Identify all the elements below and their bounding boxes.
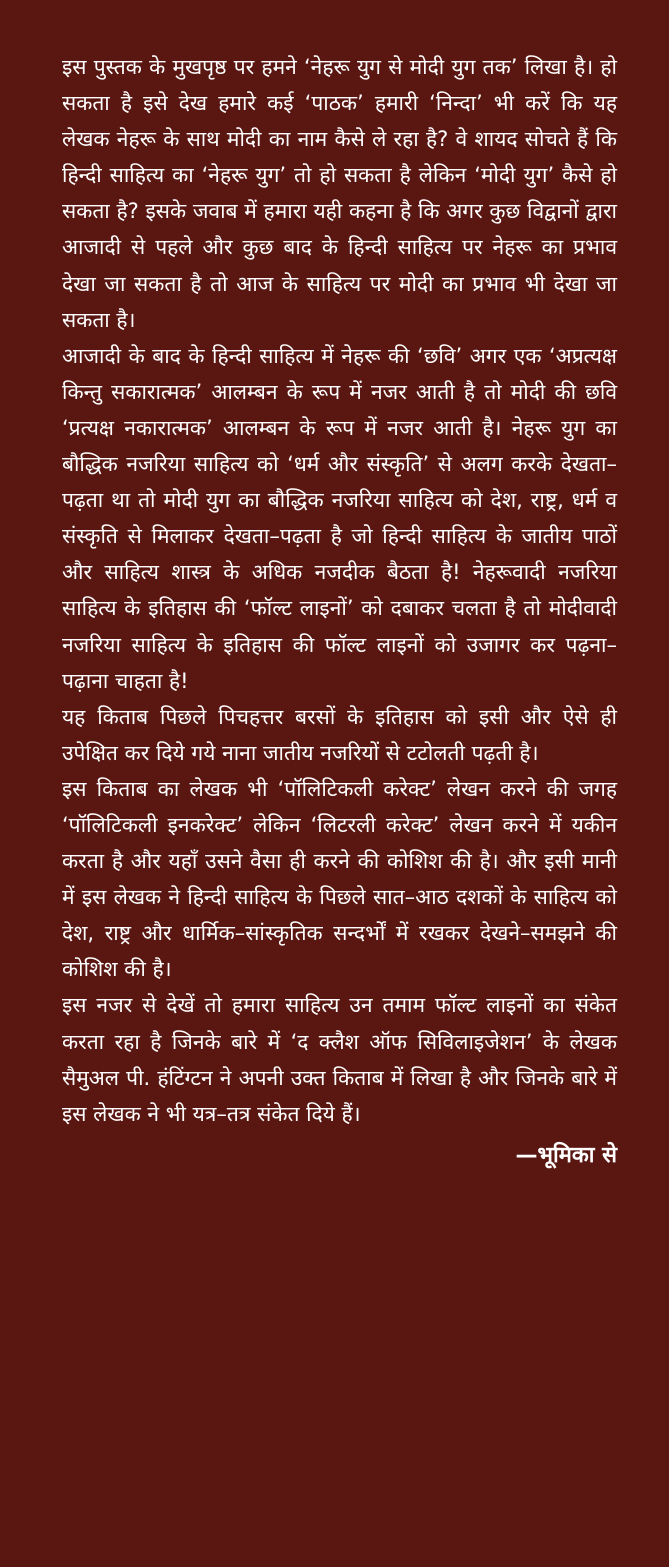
paragraph-3: यह किताब पिछले पिचहत्तर बरसों के इतिहास को इसी और ऐसे ही उपेक्षित कर दिये गये नाना जातीय नजरियों से टटोलती पढ़ती है। [62, 704, 617, 765]
paragraph-2: आजादी के बाद के हिन्दी साहित्य में नेहरू की ‘छवि’ अगर एक ‘अप्रत्यक्ष किन्तु सकारात्मक’ आलम्बन के रूप में नजर आती है तो मोदी की छवि ‘प्रत्यक्ष नकारात्मक’ आलम्बन के रूप में नजर आती है। नेहरू युग का बौद्धिक नजरिया साहित्य को ‘धर्म और संस्कृति’ से अलग करके देखता–पढ़ता था तो मोदी युग का बौद्धिक नजरिया साहित्य को देश, राष्ट्र, धर्म व संस्कृति से मिलाकर देखता–पढ़ता है जो हिन्दी साहित्य के जातीय पाठों और साहित्य शास्त्र के अधिक नजदीक बैठता है! नेहरूवादी नजरिया साहित्य के इतिहास की ‘फॉल्ट लाइनों’ को दबाकर चलता है तो मोदीवादी नजरिया साहित्य के इतिहास की फॉल्ट लाइनों को उजागर कर पढ़ना–पढ़ाना चाहता है! [62, 343, 617, 693]
attribution: —भूमिका से [515, 1142, 617, 1168]
paragraph-4: इस किताब का लेखक भी ‘पॉलिटिकली करेक्ट’ लेखन करने की जगह ‘पॉलिटिकली इनकरेक्ट’ लेकिन ‘लिटरली करेक्ट’ लेखन करने में यकीन करता है और यहाँ उसने वैसा ही करने की कोशिश की है। और इसी मानी में इस लेखक ने हिन्दी साहित्य के पिछले सात–आठ दशकों के साहित्य को देश, राष्ट्र और धार्मिक–सांस्कृतिक सन्दर्भों में रखकर देखने–समझने की कोशिश की है। [62, 776, 617, 982]
back-cover-text-block [62, 49, 617, 1174]
paragraph-5: इस नजर से देखें तो हमारा साहित्य उन तमाम फॉल्ट लाइनों का संकेत करता रहा है जिनके बारे में ‘द क्लैश ऑफ सिविलाइजेशन’ के लेखक सैमुअल पी. हंटिंग्टन ने अपनी उक्त किताब में लिखा है और जिनके बारे में इस लेखक ने भी यत्र–तत्र संकेत दिये हैं। [62, 993, 617, 1126]
paragraph-1: इस पुस्तक के मुखपृष्ठ पर हमने ‘नेहरू युग से मोदी युग तक’ लिखा है। हो सकता है इसे देख हमारे कई ‘पाठक’ हमारी ‘निन्दा’ भी करें कि यह लेखक नेहरू के साथ मोदी का नाम कैसे ले रहा है? वे शायद सोचते हैं कि हिन्दी साहित्य का ‘नेहरू युग’ तो हो सकता है लेकिन ‘मोदी युग’ कैसे हो सकता है? इसके जवाब में हमारा यही कहना है कि अगर कुछ विद्वानों द्वारा आजादी से पहले और कुछ बाद के हिन्दी साहित्य पर नेहरू का प्रभाव देखा जा सकता है तो आज के साहित्य पर मोदी का प्रभाव भी देखा जा सकता है। [62, 55, 617, 332]
